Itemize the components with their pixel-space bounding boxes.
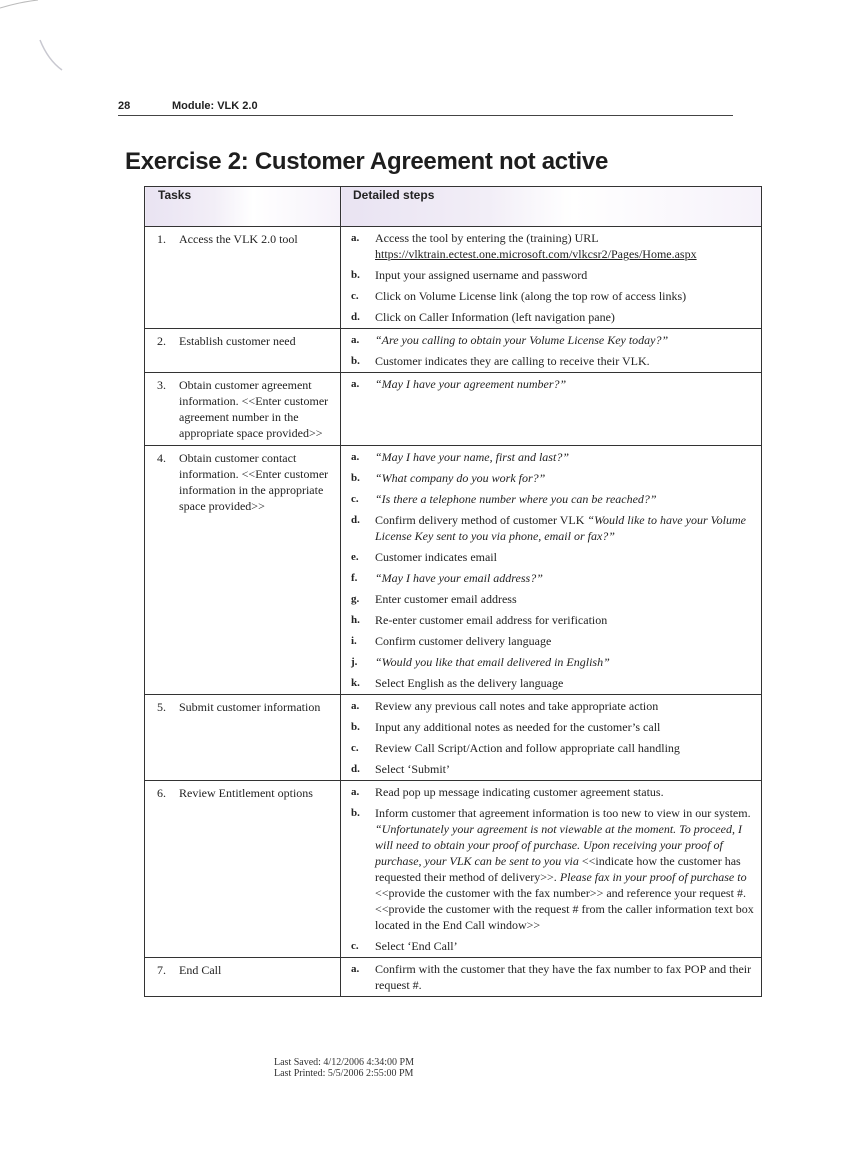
- step-text-part: Confirm customer delivery language: [375, 634, 552, 648]
- step-text-part: Please fax in your proof of purchase to: [559, 870, 747, 884]
- task-number: 1.: [157, 232, 166, 246]
- step-letter: a.: [351, 700, 360, 712]
- step-text-part: Review Call Script/Action and follow appropriate call handling: [375, 741, 680, 755]
- task-cell: [145, 695, 341, 781]
- step-text: [375, 267, 755, 283]
- step-text: [375, 549, 755, 565]
- steps-cell: [341, 329, 762, 373]
- step-text: [375, 938, 755, 954]
- step-item: [351, 332, 755, 348]
- step-text-part: “What company do you work for?”: [375, 471, 546, 485]
- step-item: [351, 805, 755, 933]
- task-text: Establish customer need: [179, 334, 296, 348]
- step-text: [375, 719, 755, 735]
- step-item: [351, 740, 755, 756]
- step-text-part: <<indicate how the customer has requested their method of delivery>>.: [375, 854, 741, 884]
- step-text-part: Select English as the delivery language: [375, 676, 564, 690]
- step-letter: c.: [351, 493, 359, 505]
- step-letter: a.: [351, 232, 360, 244]
- step-item: [351, 449, 755, 465]
- task-number: 6.: [157, 786, 166, 800]
- exercise-table: [144, 186, 762, 997]
- step-text-part: Customer indicates they are calling to receive their VLK.: [375, 354, 650, 368]
- task-text: Submit customer information: [179, 700, 321, 714]
- step-letter: h.: [351, 614, 360, 626]
- step-text-part: Click on Caller Information (left navigation pane): [375, 310, 615, 324]
- step-text-part: “May I have your agreement number?”: [375, 377, 567, 391]
- step-letter: i.: [351, 635, 357, 647]
- step-letter: b.: [351, 807, 360, 819]
- task-text: Access the VLK 2.0 tool: [179, 232, 298, 246]
- task-cell: [145, 958, 341, 997]
- step-text-part: Re-enter customer email address for verification: [375, 613, 608, 627]
- page-number: 28: [118, 100, 131, 112]
- tasks-column-header: Tasks: [145, 187, 341, 227]
- task-number: 4.: [157, 451, 166, 465]
- task-cell: [145, 781, 341, 958]
- task-text: Obtain customer contact information. <<Enter customer information in the appropriate space provided>>: [179, 451, 329, 513]
- steps-cell: [341, 446, 762, 695]
- module-title: Module: VLK 2.0: [172, 100, 258, 112]
- step-letter: d.: [351, 311, 360, 323]
- step-letter: k.: [351, 677, 360, 689]
- step-item: [351, 698, 755, 714]
- task-number: 3.: [157, 378, 166, 392]
- step-text: [375, 591, 755, 607]
- step-letter: b.: [351, 472, 360, 484]
- page-corner-mark: [0, 0, 70, 80]
- task-cell: [145, 227, 341, 329]
- table-row: [145, 373, 762, 446]
- steps-cell: [341, 695, 762, 781]
- step-text-part: Read pop up message indicating customer agreement status.: [375, 785, 664, 799]
- step-item: [351, 761, 755, 777]
- task-text: Review Entitlement options: [179, 786, 313, 800]
- step-letter: c.: [351, 742, 359, 754]
- step-text-part: Enter customer email address: [375, 592, 517, 606]
- steps-cell: [341, 958, 762, 997]
- step-letter: f.: [351, 572, 358, 584]
- step-text-part: Confirm delivery method of customer VLK: [375, 513, 588, 527]
- step-letter: g.: [351, 593, 360, 605]
- step-item: [351, 591, 755, 607]
- step-letter: a.: [351, 334, 360, 346]
- step-item: [351, 633, 755, 649]
- step-text-part: “Are you calling to obtain your Volume License Key today?”: [375, 333, 669, 347]
- step-text: [375, 654, 755, 670]
- step-text: [375, 332, 755, 348]
- step-letter: a.: [351, 963, 360, 975]
- step-text: [375, 805, 755, 933]
- step-text: [375, 309, 755, 325]
- step-letter: c.: [351, 290, 359, 302]
- step-letter: a.: [351, 451, 360, 463]
- step-letter: a.: [351, 786, 360, 798]
- table-row: [145, 227, 762, 329]
- step-text-part: “Would you like that email delivered in English”: [375, 655, 610, 669]
- step-item: [351, 491, 755, 507]
- step-text-part: Customer indicates email: [375, 550, 497, 564]
- step-text: [375, 633, 755, 649]
- step-letter: j.: [351, 656, 358, 668]
- step-item: [351, 549, 755, 565]
- step-item: [351, 353, 755, 369]
- step-text: [375, 230, 755, 262]
- step-text-part: Access the tool by entering the (training) URL: [375, 231, 599, 245]
- step-text-part: Review any previous call notes and take appropriate action: [375, 699, 659, 713]
- step-text-part: “Unfortunately your agreement is not viewable at the moment. To proceed, I will need to obtain your proof of purchase. Upon receiving your proof of purchase, your VLK can be sent to you via: [375, 822, 742, 868]
- step-text: [375, 740, 755, 756]
- step-text: [375, 675, 755, 691]
- step-letter: c.: [351, 940, 359, 952]
- step-item: [351, 288, 755, 304]
- step-text: [375, 353, 755, 369]
- step-item: [351, 376, 755, 392]
- step-text-part: “Is there a telephone number where you can be reached?”: [375, 492, 657, 506]
- step-text-part: Select ‘End Call’: [375, 939, 458, 953]
- task-number: 7.: [157, 963, 166, 977]
- steps-cell: [341, 781, 762, 958]
- task-cell: [145, 329, 341, 373]
- step-text-part: “May I have your email address?”: [375, 571, 543, 585]
- step-item: [351, 267, 755, 283]
- step-text-part: Click on Volume License link (along the top row of access links): [375, 289, 687, 303]
- step-item: [351, 612, 755, 628]
- step-letter: b.: [351, 269, 360, 281]
- step-letter: b.: [351, 355, 360, 367]
- step-item: [351, 961, 755, 993]
- last-saved: Last Saved: 4/12/2006 4:34:00 PM: [274, 1057, 414, 1068]
- step-text: [375, 449, 755, 465]
- task-number: 5.: [157, 700, 166, 714]
- task-text: Obtain customer agreement information. <<Enter customer agreement number in the appropriate space provided>>: [179, 378, 329, 440]
- step-text: [375, 470, 755, 486]
- step-text-part: Confirm with the customer that they have the fax number to fax POP and their request #.: [375, 962, 752, 992]
- step-text-part: Input your assigned username and password: [375, 268, 588, 282]
- task-cell: [145, 446, 341, 695]
- last-printed: Last Printed: 5/5/2006 2:55:00 PM: [274, 1068, 414, 1079]
- training-url-link[interactable]: https://vlktrain.ectest.one.microsoft.com/vlkcsr2/Pages/Home.aspx: [375, 247, 697, 261]
- step-letter: b.: [351, 721, 360, 733]
- step-text: [375, 512, 755, 544]
- table-row: [145, 958, 762, 997]
- step-item: [351, 654, 755, 670]
- page-header: [118, 97, 733, 116]
- step-item: [351, 309, 755, 325]
- step-text-part: Inform customer that agreement information is too new to view in our system.: [375, 806, 751, 820]
- step-item: [351, 784, 755, 800]
- task-text: End Call: [179, 963, 222, 977]
- steps-cell: [341, 373, 762, 446]
- step-text: [375, 612, 755, 628]
- step-text-part: “May I have your name, first and last?”: [375, 450, 569, 464]
- task-number: 2.: [157, 334, 166, 348]
- step-text: [375, 288, 755, 304]
- step-item: [351, 470, 755, 486]
- steps-cell: [341, 227, 762, 329]
- table-row: [145, 446, 762, 695]
- step-text-part: Input any additional notes as needed for the customer’s call: [375, 720, 661, 734]
- step-text-part: “Would like to have your Volume License Key sent to you via phone, email or fax?”: [375, 513, 746, 543]
- step-text: [375, 570, 755, 586]
- step-item: [351, 675, 755, 691]
- step-item: [351, 570, 755, 586]
- table-row: [145, 781, 762, 958]
- step-text-part: <<provide the customer with the fax number>> and reference your request #. <<provide the customer with the request # from the caller information text box located in the End Call window>>: [375, 886, 754, 932]
- document-footer: [274, 1057, 414, 1079]
- step-item: [351, 512, 755, 544]
- step-letter: e.: [351, 551, 359, 563]
- exercise-title: Exercise 2: Customer Agreement not active: [125, 148, 608, 175]
- steps-column-header: Detailed steps: [341, 187, 762, 227]
- step-letter: a.: [351, 378, 360, 390]
- step-text: [375, 784, 755, 800]
- task-cell: [145, 373, 341, 446]
- step-item: [351, 719, 755, 735]
- step-text-part: Select ‘Submit’: [375, 762, 450, 776]
- step-item: [351, 938, 755, 954]
- step-text: [375, 698, 755, 714]
- step-text: [375, 491, 755, 507]
- step-text: [375, 376, 755, 392]
- table-row: [145, 695, 762, 781]
- step-text: [375, 961, 755, 993]
- step-letter: d.: [351, 763, 360, 775]
- table-header-row: [145, 187, 762, 227]
- step-item: [351, 230, 755, 262]
- step-letter: d.: [351, 514, 360, 526]
- table-row: [145, 329, 762, 373]
- step-text: [375, 761, 755, 777]
